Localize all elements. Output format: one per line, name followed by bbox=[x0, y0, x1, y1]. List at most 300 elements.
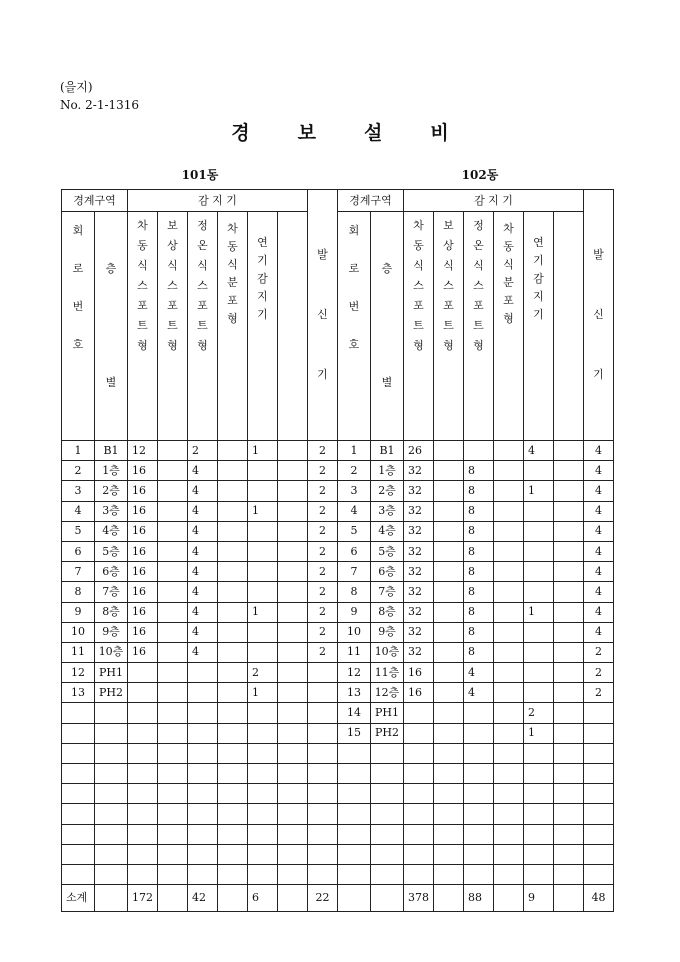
table-cell bbox=[62, 784, 95, 804]
table-cell bbox=[434, 743, 464, 763]
table-cell bbox=[434, 723, 464, 743]
table-cell: 8 bbox=[464, 461, 494, 481]
table-cell bbox=[494, 521, 524, 541]
table-cell: 16 bbox=[128, 562, 158, 582]
table-cell: 1 bbox=[338, 441, 371, 461]
table-cell: 4 bbox=[584, 501, 614, 521]
table-cell bbox=[218, 723, 248, 743]
table-cell: 2 bbox=[308, 481, 338, 501]
table-cell bbox=[338, 804, 371, 824]
table-cell bbox=[308, 723, 338, 743]
table-cell bbox=[524, 784, 554, 804]
table-cell: 8 bbox=[464, 622, 494, 642]
table-cell bbox=[278, 562, 308, 582]
table-cell: 2 bbox=[308, 521, 338, 541]
table-cell bbox=[248, 864, 278, 884]
table-cell: 2 bbox=[524, 703, 554, 723]
table-cell bbox=[554, 723, 584, 743]
table-cell: 16 bbox=[128, 521, 158, 541]
table-cell: 3층 bbox=[371, 501, 404, 521]
table-cell: 4 bbox=[524, 441, 554, 461]
table-cell bbox=[434, 864, 464, 884]
table-cell: 32 bbox=[404, 541, 434, 561]
table-cell bbox=[278, 844, 308, 864]
table-cell bbox=[158, 804, 188, 824]
table-cell bbox=[308, 764, 338, 784]
table-cell bbox=[308, 844, 338, 864]
table-row bbox=[62, 521, 614, 541]
table-cell bbox=[218, 784, 248, 804]
table-cell bbox=[95, 864, 128, 884]
table-cell: 4 bbox=[584, 562, 614, 582]
table-cell: 8 bbox=[464, 501, 494, 521]
table-cell bbox=[524, 824, 554, 844]
table-cell bbox=[218, 562, 248, 582]
table-row bbox=[62, 441, 614, 461]
subtotal-label: 소계 bbox=[62, 885, 95, 912]
table-cell bbox=[218, 481, 248, 501]
table-cell: 2 bbox=[308, 602, 338, 622]
table-cell: 4 bbox=[584, 541, 614, 561]
smoke-header: 연기감지기 bbox=[524, 212, 554, 441]
table-cell: 4 bbox=[188, 622, 218, 642]
table-cell bbox=[188, 723, 218, 743]
table-cell bbox=[494, 743, 524, 763]
table-cell bbox=[494, 602, 524, 622]
table-cell bbox=[494, 461, 524, 481]
table-cell bbox=[494, 804, 524, 824]
table-cell bbox=[338, 764, 371, 784]
table-cell bbox=[494, 784, 524, 804]
table-cell bbox=[434, 622, 464, 642]
table-cell bbox=[278, 461, 308, 481]
table-cell: 8 bbox=[464, 582, 494, 602]
table-cell bbox=[524, 764, 554, 784]
table-cell: 1층 bbox=[95, 461, 128, 481]
blank-header bbox=[278, 212, 308, 441]
table-cell: 4 bbox=[62, 501, 95, 521]
table-cell bbox=[128, 663, 158, 683]
table-cell bbox=[278, 441, 308, 461]
table-cell bbox=[524, 501, 554, 521]
table-cell: 1층 bbox=[371, 461, 404, 481]
table-cell bbox=[584, 743, 614, 763]
table-cell bbox=[338, 844, 371, 864]
table-cell bbox=[218, 541, 248, 561]
table-cell bbox=[158, 703, 188, 723]
table-cell bbox=[62, 824, 95, 844]
table-cell: 13 bbox=[338, 683, 371, 703]
table-cell: 14 bbox=[338, 703, 371, 723]
table-cell: 10 bbox=[338, 622, 371, 642]
table-cell bbox=[308, 804, 338, 824]
table-cell: 2 bbox=[308, 582, 338, 602]
table-cell bbox=[95, 703, 128, 723]
table-cell bbox=[434, 541, 464, 561]
table-cell bbox=[95, 784, 128, 804]
table-cell bbox=[434, 562, 464, 582]
subtotal-cell: 22 bbox=[308, 885, 338, 912]
table-cell bbox=[434, 824, 464, 844]
table-cell bbox=[371, 844, 404, 864]
table-cell bbox=[95, 764, 128, 784]
table-cell bbox=[524, 663, 554, 683]
table-cell: 2 bbox=[308, 461, 338, 481]
comp-spot-header: 보상식스포트형 bbox=[158, 212, 188, 441]
table-cell: 8층 bbox=[371, 602, 404, 622]
table-cell bbox=[218, 602, 248, 622]
subtotal-cell: 9 bbox=[524, 885, 554, 912]
table-cell bbox=[158, 441, 188, 461]
table-cell bbox=[371, 764, 404, 784]
table-cell: 2층 bbox=[371, 481, 404, 501]
table-cell bbox=[434, 804, 464, 824]
table-cell: 1 bbox=[248, 501, 278, 521]
table-cell bbox=[371, 743, 404, 763]
building-101-label: 101동 bbox=[181, 168, 219, 182]
table-cell bbox=[128, 743, 158, 763]
table-cell bbox=[308, 784, 338, 804]
table-cell bbox=[218, 764, 248, 784]
table-cell bbox=[158, 642, 188, 662]
table-cell bbox=[158, 481, 188, 501]
table-cell bbox=[128, 723, 158, 743]
table-cell: 11 bbox=[338, 642, 371, 662]
table-cell bbox=[278, 642, 308, 662]
table-cell bbox=[494, 703, 524, 723]
table-cell bbox=[62, 723, 95, 743]
table-cell bbox=[188, 824, 218, 844]
table-cell: 8 bbox=[464, 481, 494, 501]
table-cell: 2 bbox=[584, 663, 614, 683]
table-cell bbox=[218, 804, 248, 824]
table-cell: 6 bbox=[338, 541, 371, 561]
table-cell bbox=[158, 521, 188, 541]
table-cell: 13 bbox=[62, 683, 95, 703]
table-cell: 32 bbox=[404, 642, 434, 662]
table-row bbox=[62, 764, 614, 784]
table-cell: 4층 bbox=[95, 521, 128, 541]
table-cell bbox=[524, 642, 554, 662]
table-cell: 16 bbox=[128, 541, 158, 561]
table-cell bbox=[128, 824, 158, 844]
table-cell bbox=[248, 642, 278, 662]
subtotal-cell: 172 bbox=[128, 885, 158, 912]
table-cell: 4층 bbox=[371, 521, 404, 541]
table-cell bbox=[188, 764, 218, 784]
table-cell bbox=[464, 723, 494, 743]
table-cell bbox=[434, 602, 464, 622]
table-cell bbox=[494, 441, 524, 461]
table-cell bbox=[158, 622, 188, 642]
table-cell bbox=[338, 864, 371, 884]
table-cell bbox=[434, 663, 464, 683]
table-cell bbox=[308, 683, 338, 703]
table-cell bbox=[554, 481, 584, 501]
table-cell bbox=[188, 784, 218, 804]
table-cell bbox=[95, 824, 128, 844]
table-cell: 9 bbox=[62, 602, 95, 622]
table-cell bbox=[404, 804, 434, 824]
table-row bbox=[62, 723, 614, 743]
table-cell bbox=[248, 703, 278, 723]
smoke-header: 연기감지기 bbox=[248, 212, 278, 441]
building-102-label: 102동 bbox=[461, 168, 499, 182]
table-cell bbox=[524, 804, 554, 824]
table-cell bbox=[554, 501, 584, 521]
table-cell: 6층 bbox=[371, 562, 404, 582]
table-cell bbox=[404, 864, 434, 884]
table-cell: 8 bbox=[464, 562, 494, 582]
table-cell: 16 bbox=[404, 663, 434, 683]
table-cell bbox=[188, 864, 218, 884]
table-cell: 4 bbox=[584, 441, 614, 461]
table-cell: 4 bbox=[188, 582, 218, 602]
table-cell: 2 bbox=[338, 461, 371, 481]
table-cell bbox=[494, 642, 524, 662]
table-cell bbox=[95, 743, 128, 763]
table-cell: 16 bbox=[128, 642, 158, 662]
table-cell bbox=[434, 461, 464, 481]
table-cell bbox=[404, 784, 434, 804]
table-cell: 16 bbox=[128, 481, 158, 501]
table-cell bbox=[248, 723, 278, 743]
table-cell bbox=[158, 663, 188, 683]
table-cell bbox=[554, 562, 584, 582]
table-cell bbox=[188, 844, 218, 864]
table-cell bbox=[158, 784, 188, 804]
table-row bbox=[62, 562, 614, 582]
table-cell bbox=[494, 663, 524, 683]
table-cell bbox=[584, 784, 614, 804]
table-cell bbox=[524, 844, 554, 864]
table-cell bbox=[554, 784, 584, 804]
table-cell bbox=[248, 461, 278, 481]
table-cell bbox=[494, 582, 524, 602]
table-cell: 1 bbox=[524, 723, 554, 743]
table-cell: 8 bbox=[464, 541, 494, 561]
circuit-no-header: 회로번호 bbox=[62, 212, 95, 441]
subtotal-cell: 6 bbox=[248, 885, 278, 912]
table-cell: 16 bbox=[128, 461, 158, 481]
table-cell: 4 bbox=[584, 481, 614, 501]
table-cell bbox=[554, 864, 584, 884]
table-cell bbox=[494, 723, 524, 743]
subtotal-row bbox=[62, 885, 614, 912]
table-cell: 5층 bbox=[95, 541, 128, 561]
comp-spot-header: 보상식스포트형 bbox=[434, 212, 464, 441]
table-cell bbox=[62, 844, 95, 864]
table-cell bbox=[524, 521, 554, 541]
table-cell bbox=[494, 541, 524, 561]
table-cell bbox=[524, 562, 554, 582]
table-cell bbox=[248, 824, 278, 844]
table-cell bbox=[158, 461, 188, 481]
table-cell bbox=[554, 622, 584, 642]
table-cell: 4 bbox=[188, 521, 218, 541]
table-cell bbox=[338, 784, 371, 804]
table-cell bbox=[188, 703, 218, 723]
table-cell: 4 bbox=[188, 562, 218, 582]
subtotal-label bbox=[338, 885, 371, 912]
blank-header bbox=[554, 212, 584, 441]
table-cell: 2 bbox=[308, 441, 338, 461]
table-cell bbox=[218, 582, 248, 602]
table-cell bbox=[278, 723, 308, 743]
table-cell: 32 bbox=[404, 602, 434, 622]
table-cell: 12층 bbox=[371, 683, 404, 703]
alarm-equipment-table bbox=[61, 189, 614, 912]
table-cell bbox=[371, 804, 404, 824]
table-cell bbox=[158, 582, 188, 602]
table-cell: 2 bbox=[308, 562, 338, 582]
table-row bbox=[62, 743, 614, 763]
table-cell bbox=[554, 824, 584, 844]
table-cell bbox=[464, 784, 494, 804]
diff-dist-header: 차동식분포형 bbox=[494, 212, 524, 441]
table-cell: 11 bbox=[62, 642, 95, 662]
table-cell bbox=[248, 562, 278, 582]
table-cell: 2 bbox=[584, 642, 614, 662]
table-cell: 4 bbox=[584, 622, 614, 642]
table-cell: 4 bbox=[584, 582, 614, 602]
circuit-no-header: 회로번호 bbox=[338, 212, 371, 441]
table-cell bbox=[278, 663, 308, 683]
table-cell: 32 bbox=[404, 622, 434, 642]
table-cell: 16 bbox=[404, 683, 434, 703]
table-cell bbox=[494, 844, 524, 864]
table-cell bbox=[278, 703, 308, 723]
table-cell bbox=[128, 844, 158, 864]
table-cell: 7층 bbox=[371, 582, 404, 602]
table-cell bbox=[554, 764, 584, 784]
table-cell bbox=[248, 582, 278, 602]
table-cell bbox=[494, 562, 524, 582]
detector-header: 감 지 기 bbox=[128, 190, 308, 212]
transmitter-header: 발신기 bbox=[584, 190, 614, 441]
table-cell bbox=[62, 764, 95, 784]
table-cell bbox=[248, 764, 278, 784]
table-cell bbox=[524, 683, 554, 703]
table-cell bbox=[554, 582, 584, 602]
table-cell bbox=[278, 602, 308, 622]
table-cell bbox=[524, 541, 554, 561]
table-row bbox=[62, 824, 614, 844]
subtotal-cell bbox=[434, 885, 464, 912]
table-cell bbox=[218, 864, 248, 884]
table-cell bbox=[218, 824, 248, 844]
table-row bbox=[62, 642, 614, 662]
table-cell bbox=[248, 784, 278, 804]
table-cell: 16 bbox=[128, 622, 158, 642]
table-cell: 2 bbox=[188, 441, 218, 461]
table-cell bbox=[464, 441, 494, 461]
table-cell: 6층 bbox=[95, 562, 128, 582]
table-cell: B1 bbox=[95, 441, 128, 461]
diff-dist-header: 차동식분포형 bbox=[218, 212, 248, 441]
table-cell bbox=[158, 501, 188, 521]
table-cell bbox=[95, 723, 128, 743]
table-cell bbox=[95, 885, 128, 912]
table-cell bbox=[434, 784, 464, 804]
floor-header: 층별 bbox=[371, 212, 404, 441]
table-cell bbox=[278, 824, 308, 844]
table-cell bbox=[278, 864, 308, 884]
table-cell bbox=[308, 703, 338, 723]
table-cell bbox=[158, 844, 188, 864]
table-cell: 4 bbox=[188, 642, 218, 662]
table-cell bbox=[278, 501, 308, 521]
table-cell bbox=[278, 784, 308, 804]
table-cell bbox=[248, 743, 278, 763]
table-cell: 7 bbox=[62, 562, 95, 582]
table-cell: 2 bbox=[584, 683, 614, 703]
table-cell bbox=[584, 824, 614, 844]
subtotal-cell bbox=[278, 885, 308, 912]
table-cell: 16 bbox=[128, 501, 158, 521]
table-row bbox=[62, 622, 614, 642]
table-cell bbox=[434, 764, 464, 784]
table-cell: 15 bbox=[338, 723, 371, 743]
table-cell bbox=[278, 764, 308, 784]
table-cell bbox=[494, 481, 524, 501]
table-cell bbox=[308, 824, 338, 844]
table-cell bbox=[188, 804, 218, 824]
table-cell: 32 bbox=[404, 562, 434, 582]
table-cell bbox=[218, 642, 248, 662]
table-cell bbox=[404, 844, 434, 864]
table-cell: 8 bbox=[338, 582, 371, 602]
table-cell: 26 bbox=[404, 441, 434, 461]
subtotal-cell: 378 bbox=[404, 885, 434, 912]
table-cell bbox=[95, 844, 128, 864]
table-cell bbox=[62, 703, 95, 723]
table-cell bbox=[524, 864, 554, 884]
table-cell bbox=[494, 764, 524, 784]
table-cell: 3 bbox=[62, 481, 95, 501]
fixed-spot-header: 정온식스포트형 bbox=[464, 212, 494, 441]
table-cell bbox=[404, 703, 434, 723]
table-row bbox=[62, 481, 614, 501]
table-cell bbox=[494, 501, 524, 521]
table-cell bbox=[371, 864, 404, 884]
table-cell bbox=[584, 703, 614, 723]
table-cell bbox=[404, 764, 434, 784]
table-cell bbox=[188, 683, 218, 703]
table-cell bbox=[554, 703, 584, 723]
table-cell: 2 bbox=[308, 622, 338, 642]
table-cell: 5 bbox=[338, 521, 371, 541]
table-cell bbox=[524, 461, 554, 481]
table-cell bbox=[218, 461, 248, 481]
table-cell bbox=[404, 743, 434, 763]
subtotal-cell bbox=[218, 885, 248, 912]
table-row bbox=[62, 602, 614, 622]
table-cell bbox=[158, 562, 188, 582]
table-cell: 4 bbox=[464, 683, 494, 703]
table-cell bbox=[128, 804, 158, 824]
table-row bbox=[62, 804, 614, 824]
table-cell bbox=[158, 541, 188, 561]
table-cell: 9 bbox=[338, 602, 371, 622]
table-cell bbox=[554, 642, 584, 662]
table-cell bbox=[434, 582, 464, 602]
table-cell bbox=[278, 541, 308, 561]
table-cell bbox=[494, 622, 524, 642]
table-cell: 1 bbox=[248, 602, 278, 622]
table-cell: 32 bbox=[404, 481, 434, 501]
diff-spot-header: 차동식스포트형 bbox=[128, 212, 158, 441]
